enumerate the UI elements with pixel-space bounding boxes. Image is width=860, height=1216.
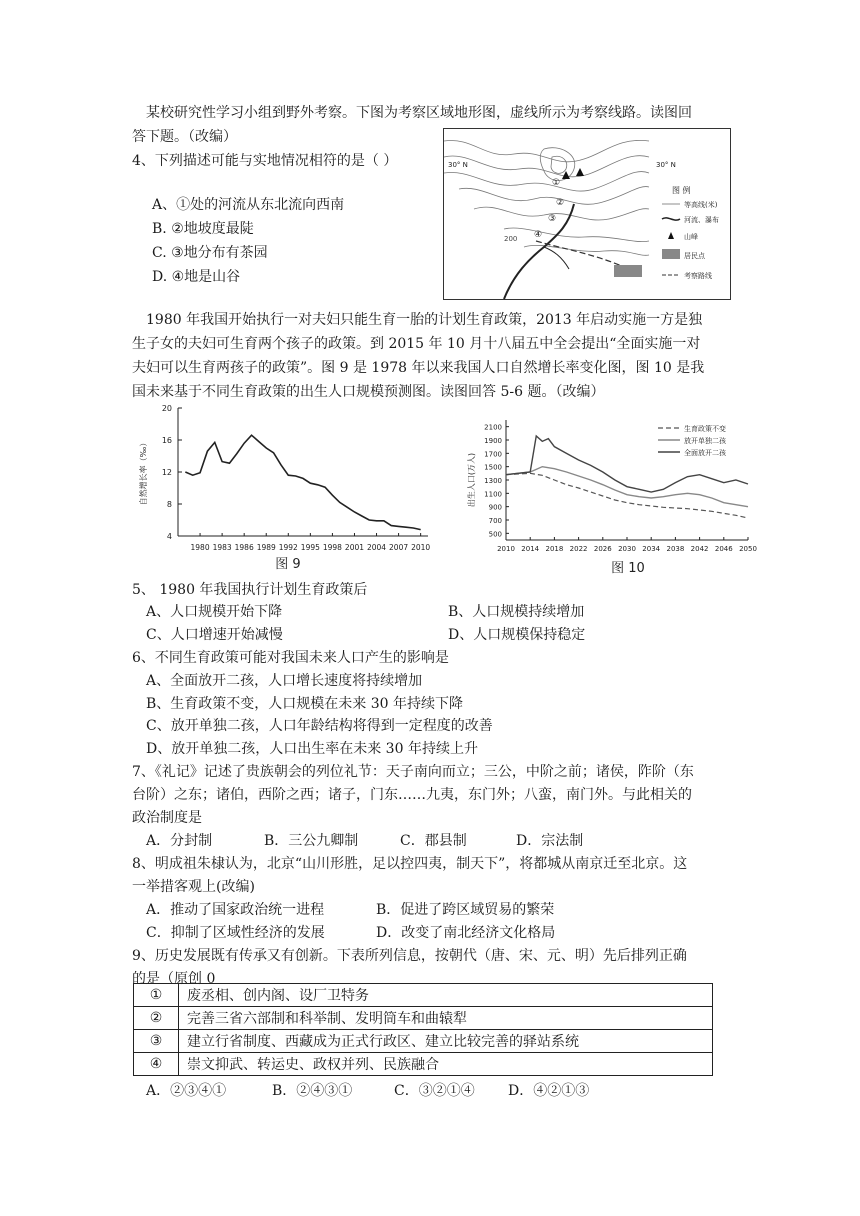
chart-title: 图 10 — [611, 561, 645, 576]
map-marker-1: ① — [552, 178, 561, 188]
map-legend-title: 图 例 — [672, 186, 691, 195]
q7-stem-line-2: 台阶）之东；诸伯，西阶之西；诸子，门东……九夷，东门外；八蛮，南门外。与此相关的 — [132, 787, 692, 803]
table-cell-text: 崇文抑武、转运史、政权并列、民族融合 — [179, 1053, 713, 1076]
q56-intro-line-2: 生子女的夫妇可生育两个孩子的政策。到 2015 年 10 月十八届五中全会提出“全面实施一对 — [132, 336, 701, 352]
legend-label: 放开单独二孩 — [684, 437, 726, 445]
y-tick-label: 900 — [488, 503, 502, 512]
y-axis-label: 出生人口(万人) — [467, 452, 476, 508]
legend-label: 全面放开二孩 — [684, 449, 726, 457]
q6-option-c: C、放开单独二孩，人口年龄结构将得到一定程度的改善 — [146, 718, 493, 734]
map-lat-left: 30° N — [448, 161, 468, 169]
map-marker-4: ④ — [534, 230, 543, 240]
y-tick-label: 500 — [488, 530, 502, 539]
q4-option-b: B. ②地坡度最陡 — [152, 221, 254, 237]
river-line — [504, 204, 574, 299]
x-tick-label: 2030 — [618, 545, 636, 553]
y-tick-label: 1700 — [484, 450, 502, 459]
q5-stem: 5、 1980 年我国执行计划生育政策后 — [132, 582, 368, 598]
y-tick-label: 8 — [166, 500, 172, 509]
x-tick-label: 1980 — [190, 543, 210, 552]
map-legend-contour: 等高线(米) — [684, 201, 718, 209]
q4-option-a: A、①处的河流从东北流向西南 — [152, 197, 345, 213]
q9-option-b: B．②④③① — [272, 1083, 353, 1099]
q8-stem-line-1: 8、明成祖朱棣认为，北京“山川形胜，足以控四夷，制天下”，将都城从南京迁至北京。这 — [132, 856, 688, 872]
map-legend-peak: 山峰 — [684, 233, 698, 241]
y-tick-label: 1100 — [484, 490, 502, 499]
q6-option-b: B、生育政策不变，人口规模在未来 30 年持续下降 — [146, 696, 464, 712]
q7-option-c: C．郡县制 — [400, 833, 467, 849]
q6-option-a: A、全面放开二孩，人口增长速度将持续增加 — [146, 673, 423, 689]
map-marker-3: ③ — [548, 214, 557, 224]
q4-stem: 4、下列描述可能与实地情况相符的是（ ） — [132, 153, 398, 169]
x-tick-label: 2022 — [569, 545, 588, 553]
table-row — [134, 1030, 713, 1053]
y-tick-label: 700 — [488, 517, 502, 525]
x-tick-label: 2001 — [344, 543, 365, 552]
map-legend-river: 河流、瀑布 — [684, 216, 719, 224]
q8-option-d: D．改变了南北经济文化格局 — [376, 925, 556, 941]
y-tick-label: 16 — [161, 436, 172, 445]
x-tick-label: 1986 — [234, 543, 254, 552]
y-tick-label: 1300 — [484, 477, 502, 485]
q56-intro-line-4: 国未来基于不同生育政策的出生人口规模预测图。读图回答 5-6 题。（改编） — [132, 384, 605, 400]
series-line-1 — [506, 473, 748, 518]
table-cell-num: ① — [134, 984, 179, 1007]
chart-title: 图 9 — [275, 557, 301, 572]
y-tick-label: 1500 — [484, 463, 502, 472]
table-cell-text: 废丞相、创内阁、设厂卫特务 — [179, 984, 713, 1007]
y-tick-label: 2100 — [484, 423, 502, 432]
q7-option-b: B．三公九卿制 — [264, 833, 359, 849]
series-line-natural-growth — [185, 435, 420, 529]
table-cell-num: ③ — [134, 1030, 179, 1053]
q7-option-a: A．分封制 — [146, 833, 213, 849]
settlement-block — [614, 265, 642, 277]
table-cell-num: ② — [134, 1007, 179, 1030]
q5-option-b: B、人口规模持续增加 — [448, 604, 585, 620]
route-line — [536, 241, 624, 267]
q9-option-a: A．②③④① — [146, 1083, 227, 1099]
x-tick-label: 2034 — [642, 545, 661, 553]
x-tick-label: 2046 — [714, 545, 733, 553]
q6-option-d: D、放开单独二孩，人口出生率在未来 30 年持续上升 — [146, 741, 478, 757]
x-tick-label: 2038 — [666, 545, 685, 553]
x-tick-label: 1992 — [278, 543, 298, 552]
q8-option-c: C．抑制了区域性经济的发展 — [146, 925, 325, 941]
table-cell-num: ④ — [134, 1053, 179, 1076]
q9-option-d: D．④②①③ — [508, 1083, 590, 1099]
y-tick-label: 20 — [161, 404, 172, 413]
x-tick-label: 2050 — [739, 545, 757, 553]
q8-option-b: B．促进了跨区域贸易的繁荣 — [376, 902, 555, 918]
q6-stem: 6、不同生育政策可能对我国未来人口产生的影响是 — [132, 650, 449, 666]
table-row — [134, 1007, 713, 1030]
q4-intro-line-1: 某校研究性学习小组到野外考察。下图为考察区域地形图，虚线所示为考察线路。读图回 — [146, 105, 692, 121]
q8-option-a: A．推动了国家政治统一进程 — [146, 902, 325, 918]
table-cell-text: 建立行省制度、西藏成为正式行政区、建立比较完善的驿站系统 — [179, 1030, 713, 1053]
q7-option-d: D．宗法制 — [516, 833, 584, 849]
x-tick-label: 1995 — [300, 543, 320, 552]
q9-option-c: C．③②①④ — [394, 1083, 475, 1099]
q7-stem-line-1: 7、《礼记》记述了贵族朝会的列位礼节：天子南向而立；三公，中阶之前；诸侯，阼阶（东 — [132, 764, 694, 780]
map-legend-settlement: 居民点 — [684, 252, 705, 260]
x-tick-label: 2010 — [411, 543, 431, 552]
topographic-map — [443, 128, 731, 300]
x-tick-label: 2042 — [690, 545, 709, 553]
q4-intro-line-2: 答下题。（改编） — [132, 129, 237, 145]
figure-9-chart — [138, 402, 438, 572]
legend-label: 生育政策不变 — [684, 425, 726, 433]
x-tick-label: 2026 — [593, 545, 612, 553]
q5-option-d: D、人口规模保持稳定 — [448, 627, 586, 643]
map-legend-route: 考察路线 — [684, 272, 712, 280]
x-tick-label: 2010 — [497, 545, 515, 553]
map-lat-right: 30° N — [656, 161, 676, 169]
y-axis-label: 自然增长率（‰） — [139, 438, 148, 506]
q5-option-a: A、人口规模开始下降 — [146, 604, 283, 620]
x-tick-label: 2014 — [521, 545, 540, 553]
q9-stem-line-1: 9、历史发展既有传承又有创新。下表所列信息，按朝代（唐、宋、元、明）先后排列正确 — [132, 948, 687, 964]
q9-table — [133, 983, 713, 1076]
y-tick-label: 1900 — [484, 437, 502, 445]
x-tick-label: 2018 — [545, 545, 564, 553]
q56-intro-line-3: 夫妇可以生育两孩子的政策”。图 9 是 1978 年以来我国人口自然增长率变化图，图 10 是我 — [132, 360, 705, 376]
x-tick-label: 2004 — [366, 543, 387, 552]
q5-option-c: C、人口增速开始减慢 — [146, 627, 283, 643]
map-contour-label: 200 — [504, 235, 518, 243]
y-tick-label: 4 — [166, 532, 172, 541]
table-row — [134, 1053, 713, 1076]
x-tick-label: 1989 — [256, 543, 276, 552]
table-row — [134, 984, 713, 1007]
x-tick-label: 2007 — [389, 543, 409, 552]
q56-intro-line-1: 1980 年我国开始执行一对夫妇只能生育一胎的计划生育政策，2013 年启动实施一方是独 — [146, 312, 703, 328]
q9-stem-line-2: 的是（原创 0 — [132, 971, 216, 987]
table-cell-text: 完善三省六部制和科举制、发明筒车和曲辕犁 — [179, 1007, 713, 1030]
figure-10-chart — [468, 412, 758, 584]
y-tick-label: 12 — [161, 468, 172, 477]
q4-option-c: C. ③地分布有茶园 — [152, 245, 268, 261]
map-marker-2: ② — [556, 198, 565, 208]
q4-option-d: D. ④地是山谷 — [152, 269, 241, 285]
q7-stem-line-3: 政治制度是 — [132, 810, 202, 826]
x-tick-label: 1983 — [212, 543, 232, 552]
x-tick-label: 1998 — [322, 543, 342, 552]
q8-stem-line-2: 一举措客观上(改编) — [132, 879, 255, 895]
